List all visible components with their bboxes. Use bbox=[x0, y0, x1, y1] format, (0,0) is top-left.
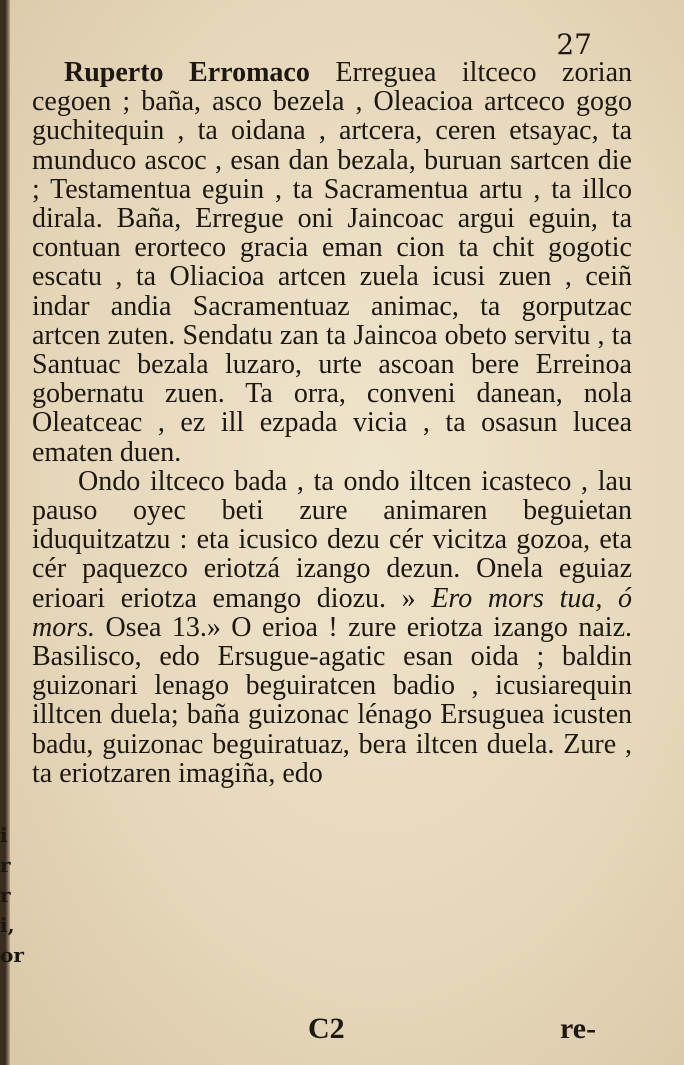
margin-marks bbox=[0, 820, 24, 970]
catchword: re- bbox=[560, 1012, 597, 1045]
signature-mark: C2 bbox=[308, 1012, 345, 1045]
margin-mark: or bbox=[0, 943, 24, 967]
latin-quote: Ero mors tua, ó mors. bbox=[32, 582, 632, 643]
margin-mark: i, bbox=[0, 913, 15, 937]
paragraph-2 bbox=[32, 467, 632, 788]
margin-mark: r bbox=[0, 853, 11, 877]
paragraph-2-before-latin: Ondo iltceco bada , ta ondo iltcen icasteco , lau pauso oyec beti zure animaren beguietan iduquitzatzu : eta icusico dezu cér vicitza gozoa, eta cér paquezco eriotzá izango dezun. Onela eguiaz erioari eriotza emango diozu. » bbox=[32, 465, 632, 614]
margin-mark: i bbox=[0, 823, 8, 847]
page-number: 27 bbox=[556, 28, 592, 61]
page-footer bbox=[0, 1012, 684, 1052]
body-text bbox=[32, 58, 632, 788]
paragraph-1-body: Erreguea iltceco zorian cegoen ; baña, asco bezela , Oleacioa artceco gogo guchitequin , ta oidana , artcera, ceren etsayac, ta munduco ascoc , esan dan bezala, buruan sartcen die ; Testamentua eguin , ta Sacramentua artu , ta illco dirala. Baña, Erregue oni Jaincoac argui eguin, ta contuan erorteco gracia eman cion ta chit gogotic escatu , ta Oliacioa artcen zuela icusi zuen , ceiñ indar andia Sacramentuaz animac, ta gorputzac artcen zuten. Sendatu zan ta Jaincoa obeto servitu , ta Santuac bezala luzaro, urte ascoan bere Erreinoa gobernatu zuen. Ta orra, conveni danean, nola Oleatceac , ez ill ezpada vicia , ta osasun lucea ematen duen. bbox=[32, 57, 632, 468]
margin-mark: r bbox=[0, 883, 11, 907]
paragraph-1-name: Ruperto Erromaco bbox=[64, 57, 310, 88]
paragraph-2-after-latin: Osea 13.» O erioa ! zure eriotza izango naiz. Basilisco, edo Ersugue-agatic esan oida ; baldin guizonari lenago beguiratcen badio , icusiarequin illtcen duela; baña guizonac lénago Ersuguea icusten badu, guizonac beguiratuaz, bera iltcen duela. Zure , ta eriotzaren imagiña, edo bbox=[32, 611, 632, 789]
paragraph-1 bbox=[32, 58, 632, 467]
